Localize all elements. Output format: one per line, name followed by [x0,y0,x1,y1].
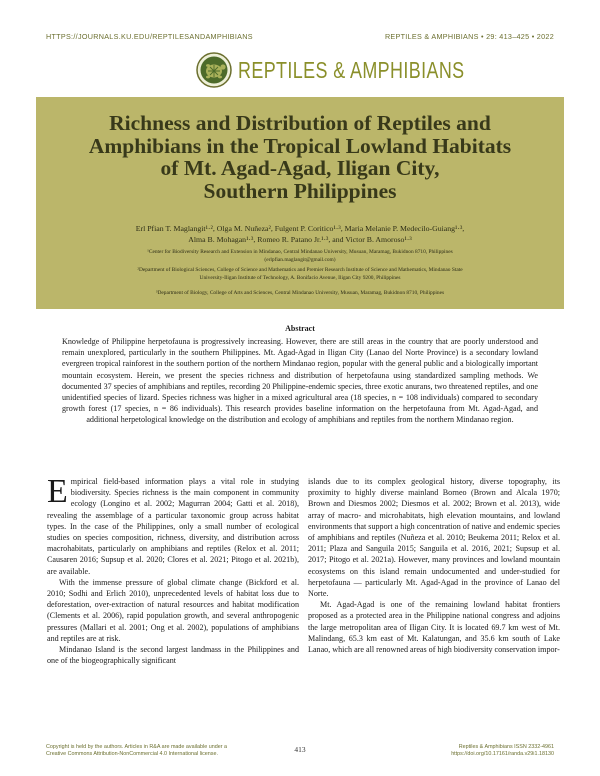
issn-doi[interactable]: Reptiles & Amphibians ISSN 2332-4961 https://doi.org/10.17161/randa.v29i1.18130 [451,744,554,757]
authors-line-1: Erl Pfian T. Maglangit¹·², Olga M. Nuñeza², Fulgent P. Coritico¹·³, Maria Melanie P. Medecilo-Guiang¹·³, [135,224,465,233]
journal-url[interactable]: HTTPS://JOURNALS.KU.EDU/REPTILESANDAMPHIBIANS [46,32,253,41]
affiliation-3: ³Department of Biology, College of Arts and Sciences, Central Mindanao University, Musuan, Maramag, Bukidnon 8710, Philippines [155,290,445,296]
drop-cap: E [47,473,68,510]
journal-brand [0,50,600,96]
intro-paragraph-1-text: mpirical field-based information plays a vital role in studying biodiversity. Species richness is the main component in community ecology (Longino et al. 2002; Magurran 2004; Gatti et al. 2018), revealing the assemblage of a particular taxonomic group across habitat types. In the case of the Philippines, only a small number of ecological studies on species composition, richness, diversity, and distribution across macrohabitats, particularly on amphibians and reptiles (Relox et al. 2011; Causaren 2016; Supsup et al. 2020; Clores et al. 2021; Pitogo et al. 2021b), are available. [47,477,299,576]
running-header [0,28,600,50]
intro-paragraph-4: islands due to its complex geological history, diverse topography, its proximity to highly diverse mainland Borneo (Brown and Alcala 1970; Brown and Diesmos 2002; Diesmos et al. 2002; Brown et al. 2013), wide array of macro- and microhabitats, high elevation mountains, and lowland environments that support a high concentration of native and endemic species of amphibians and reptiles (Nuñeza et al. 2010; Beukema 2011; Relox et al. 2011; Plaza and Sanguila 2015; Sanguila et al. 2016, 2021; Supsup et al. 2017; Pitogo et al. 2021a). However, many provinces and lowland mountain ecosystems on this island remain undocumented and under-studied for herpetofauna — particularly Mt. Agad-Agad in the province of Lanao del Norte. [308,477,560,599]
abstract-text: Knowledge of Philippine herpetofauna is progressively increasing. However, there are still areas in the country that are poorly understood and remain unexplored, particularly in the southern Philippines. Mt. Agad-Agad in Iligan City (Lanao del Norte Province) is a secondary lowland evergreen tropical rainforest in the southern portion of the northern Mindanao region, popular with the general public and a biologically important mountain ecosystem. Herein, we present the species richness and distribution of herpetofauna using standardized sampling methods. We documented 37 species of amphibians and reptiles, recording 20 Philippine-endemic species, three exotic anurans, two threatened reptiles, and one unidentified species of lizard. Species richness was higher in a mixed agricultural area (18 species, n = 108 individuals) compared to secondary growth forest (17 species, n = 86 individuals). This research provides baseline information on the herpetofauna from Mt. Agad-Agad, and additional herpetological knowledge on the distribution and ecology of amphibians and reptiles from the northern Mindanao region. [62,337,538,425]
affiliation-2: ²Department of Biological Sciences, College of Science and Mathematics and Premier Research Institute of Science and Mathematics, Mindanao State University-Iligan Institute of Technology, A. Bonifacio Avenue, Iligan City 9200, Philippines [137,267,463,281]
intro-paragraph-2: With the immense pressure of global climate change (Bickford et al. 2010; Sodhi and Erlich 2010), unprecedented levels of habitat loss due to deforestation, over-extraction of natural resources and habitat modification (Clements et al. 2006), rapid population growth, and several anthropogenic pressures (Mallari et al. 2001; Ong et al. 2002), populations of amphibians and reptiles are at risk. [47,577,299,643]
abstract-heading: Abstract [285,324,315,333]
body-column-left [47,473,299,666]
body-column-right [308,476,560,655]
intro-paragraph-3: Mindanao Island is the second largest landmass in the Philippines and one of the biogeographically significant [47,645,299,666]
license-note: Copyright is held by the authors. Articles in R&A are made available under a Creative Commons Attribution-NonCommercial 4.0 International license. [46,744,227,757]
article-authors [36,223,564,245]
article-title: Richness and Distribution of Reptiles and Amphibians in the Tropical Lowland Habitats of Mt. Agad-Agad, Iligan City, Southern Philippines [88,111,512,203]
journal-brand-name: REPTILES & AMPHIBIANS [238,57,465,83]
journal-citation: REPTILES & AMPHIBIANS • 29: 413–425 • 2022 [384,32,554,41]
page-number: 413 [294,745,306,754]
intro-paragraph-5: Mt. Agad-Agad is one of the remaining lowland habitat frontiers proposed as a protected area in the Philippine national congress and adjoins the large metropolitan area of Iligan City. It is located 69.7 km west of Mt. Malindang, 65.3 km east of Mt. Kalatungan, and 35.6 km south of Lake Lanao, which are all renowned areas of high biodiversity conservation impor- [308,600,560,655]
turtle-logo-icon [196,52,232,88]
intro-paragraph-1 [47,473,299,577]
affiliation-1: ¹Center for Biodiversity Research and Extension in Mindanao, Central Mindanao University, Musuan, Maramag, Bukidnon 8710, Philippines (erlpfian.maglangit@gmail.com) [147,249,453,263]
authors-line-2: Alma B. Mohagan¹·³, Romeo R. Patano Jr.¹·³, and Victor B. Amoroso¹·³ [188,235,412,244]
page-footer [0,744,600,768]
article-header [36,97,564,309]
